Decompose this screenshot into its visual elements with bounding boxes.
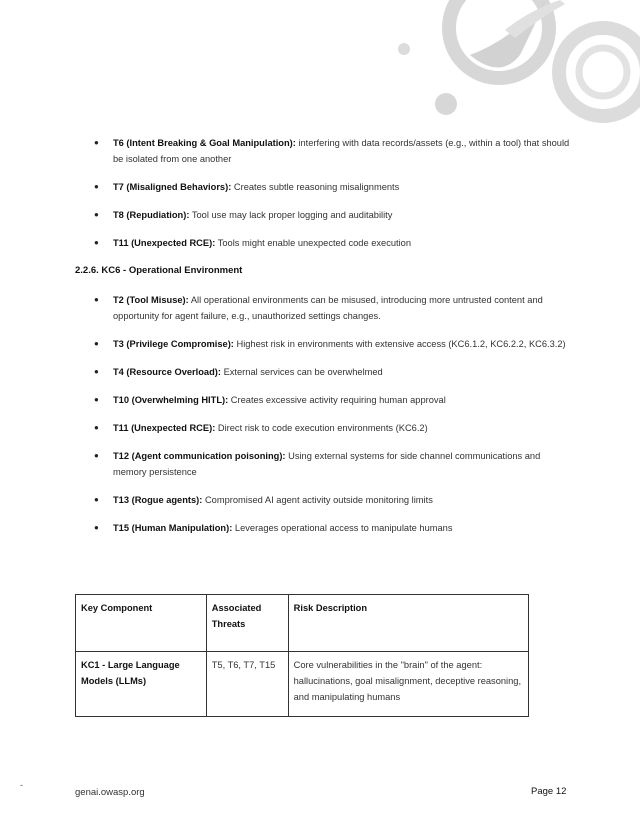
- list-item: ● T11 (Unexpected RCE): Direct risk to code execution environments (KC6.2): [96, 420, 576, 436]
- section-heading: 2.2.6. KC6 - Operational Environment: [75, 265, 243, 276]
- list-item: ● T13 (Rogue agents): Compromised AI agent activity outside monitoring limits: [96, 492, 576, 508]
- key-component-table: [75, 594, 529, 717]
- list-item: ● T12 (Agent communication poisoning): Using external systems for side channel communications and memory persistence: [96, 448, 576, 480]
- list-item: ● T11 (Unexpected RCE): Tools might enable unexpected code execution: [96, 235, 576, 251]
- kc6-bullet-list: [96, 292, 576, 536]
- page-number: Page 12: [531, 786, 567, 797]
- table-cell: T5, T6, T7, T15: [206, 652, 288, 717]
- table-cell: KC1 - Large Language Models (LLMs): [76, 652, 207, 717]
- footer-site-link[interactable]: genai.owasp.org: [75, 787, 145, 798]
- table-header-cell: Associated Threats: [206, 595, 288, 652]
- table-cell: Core vulnerabilities in the "brain" of the agent: hallucinations, goal misalignment, deceptive reasoning, and manipulating humans: [288, 652, 528, 717]
- table-header-row: [76, 595, 529, 652]
- table-row: [76, 652, 529, 717]
- list-item: ● T10 (Overwhelming HITL): Creates excessive activity requiring human approval: [96, 392, 576, 408]
- list-item: ● T6 (Intent Breaking & Goal Manipulation): interfering with data records/assets (e.g., within a tool) that should be isolated from one another: [96, 135, 576, 167]
- table-header-cell: Risk Description: [288, 595, 528, 652]
- list-item: ● T2 (Tool Misuse): All operational environments can be misused, introducing more untrusted content and opportunity for agent failure, e.g., unauthorized settings changes.: [96, 292, 576, 324]
- list-item: ● T4 (Resource Overload): External services can be overwhelmed: [96, 364, 576, 380]
- list-item: ● T15 (Human Manipulation): Leverages operational access to manipulate humans: [96, 520, 576, 536]
- table-header-cell: Key Component: [76, 595, 207, 652]
- list-item: ● T7 (Misaligned Behaviors): Creates subtle reasoning misalignments: [96, 179, 576, 195]
- list-item: ● T3 (Privilege Compromise): Highest risk in environments with extensive access (KC6.1.2, KC6.2.2, KC6.3.2): [96, 336, 576, 352]
- top-bullet-list: [96, 135, 576, 251]
- list-item: ● T8 (Repudiation): Tool use may lack proper logging and auditability: [96, 207, 576, 223]
- footer-dash: -: [20, 780, 23, 790]
